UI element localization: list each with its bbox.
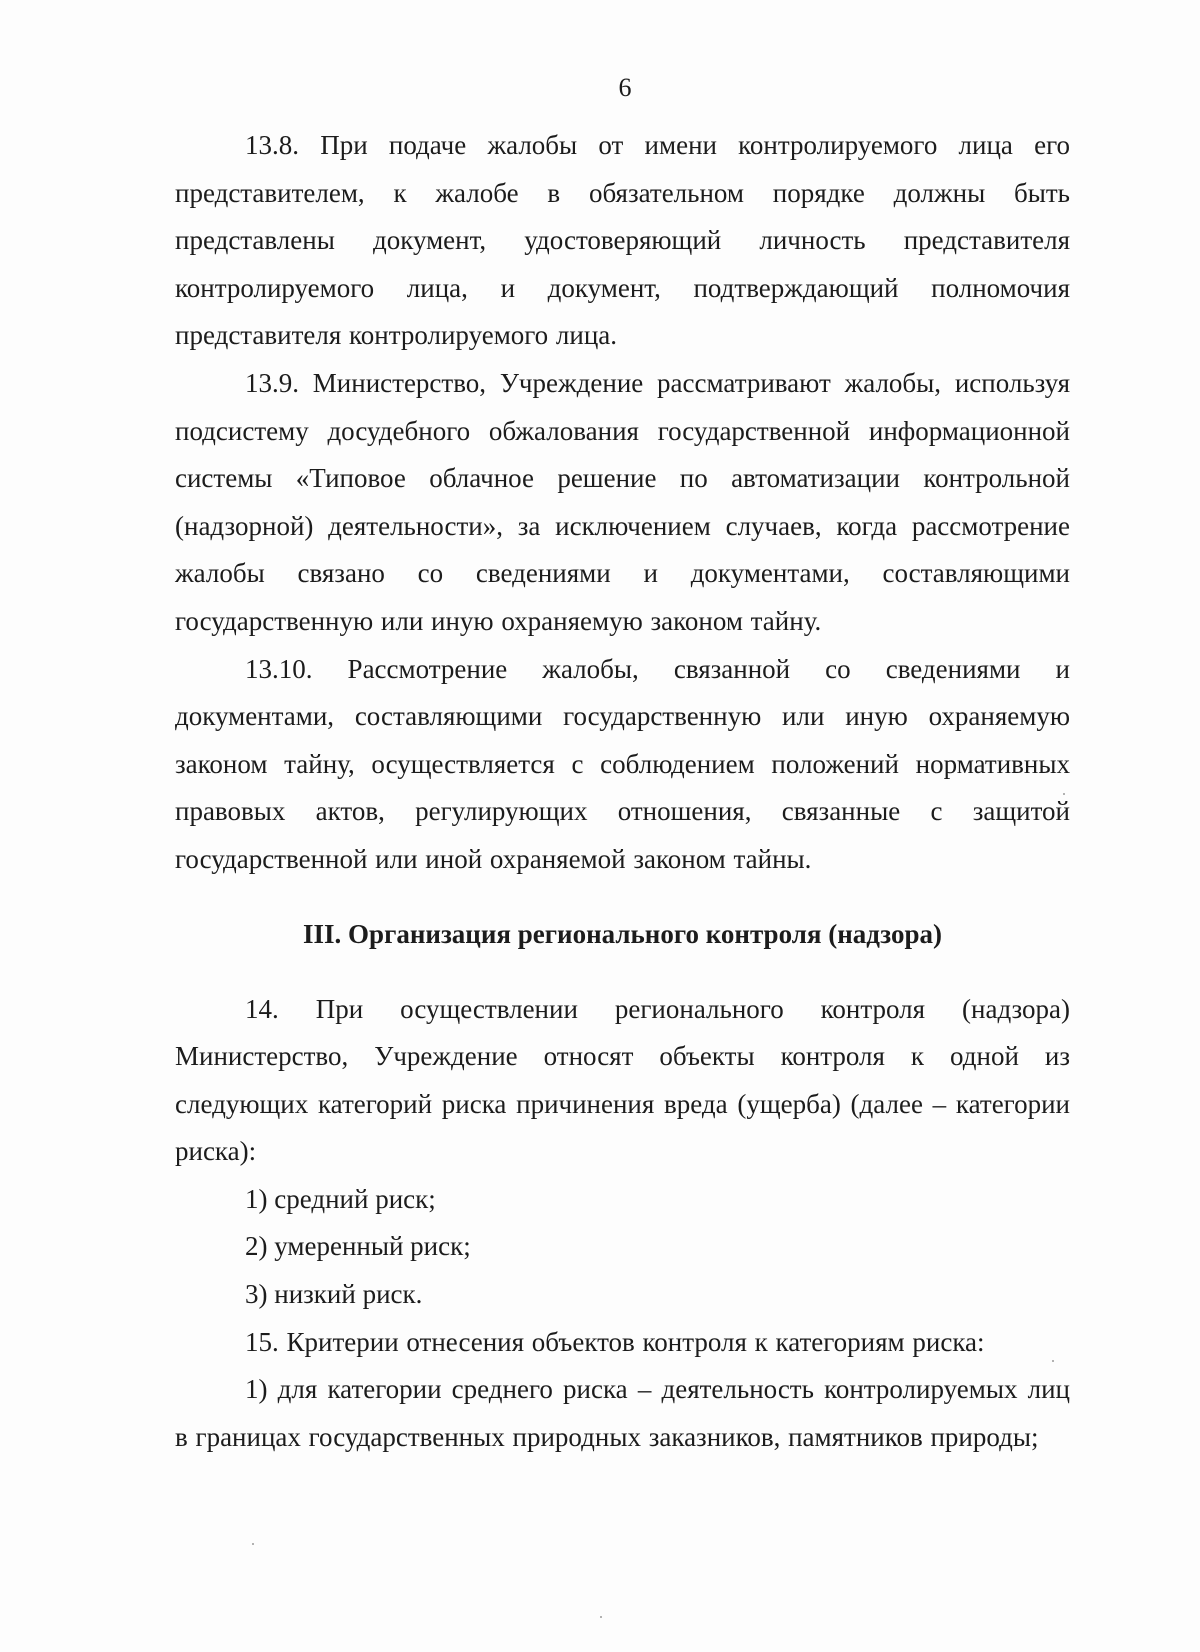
list-item: 3) низкий риск. [245,1279,423,1310]
list-item: 1) средний риск; [245,1183,436,1214]
scan-speck [1063,793,1065,795]
risk-category-list [175,1176,1070,1319]
scan-speck [600,1616,602,1618]
paragraph-13-8: 13.8. При подаче жалобы от имени контролируемого лица его представителем, к жалобе в обязательном порядке должны быть представлены документ, удостоверяющий личность представителя контролируемого лица, и документ, подтверждающий полномочия представителя контролируемого лица. [175,130,1070,351]
paragraph-15-1: 1) для категории среднего риска – деятельность контролируемых лиц в границах государственных природных заказников, памятников природы; [175,1374,1070,1452]
paragraph-14: 14. При осуществлении регионального контроля (надзора) Министерство, Учреждение относят объекты контроля к одной из следующих категорий риска причинения вреда (ущерба) (далее – категории риска): [175,993,1070,1167]
section-heading-iii: III. Организация регионального контроля (надзора) [303,918,942,949]
document-body [175,122,1070,1461]
scan-speck [252,1543,254,1545]
list-item: 2) умеренный риск; [245,1231,471,1262]
paragraph-15: 15. Критерии отнесения объектов контроля к категориям риска: [245,1326,985,1357]
paragraph-13-9: 13.9. Министерство, Учреждение рассматривают жалобы, используя подсистему досудебного обжалования государственной информационной системы «Типовое облачное решение по автоматизации контрольной (надзорной) деятельности», за исключением случаев, когда рассмотрение жалобы связано со сведениями и документами, составляющими государственную или иную охраняемую законом тайну. [175,367,1070,636]
scan-speck [1052,1360,1054,1362]
page-number: 6 [618,73,632,102]
paragraph-13-10: 13.10. Рассмотрение жалобы, связанной со сведениями и документами, составляющими государственную или иную охраняемую законом тайну, осуществляется с соблюдением положений нормативных правовых актов, регулирующих отношения, связанные с защитой государственной или иной охраняемой законом тайны. [175,653,1070,874]
